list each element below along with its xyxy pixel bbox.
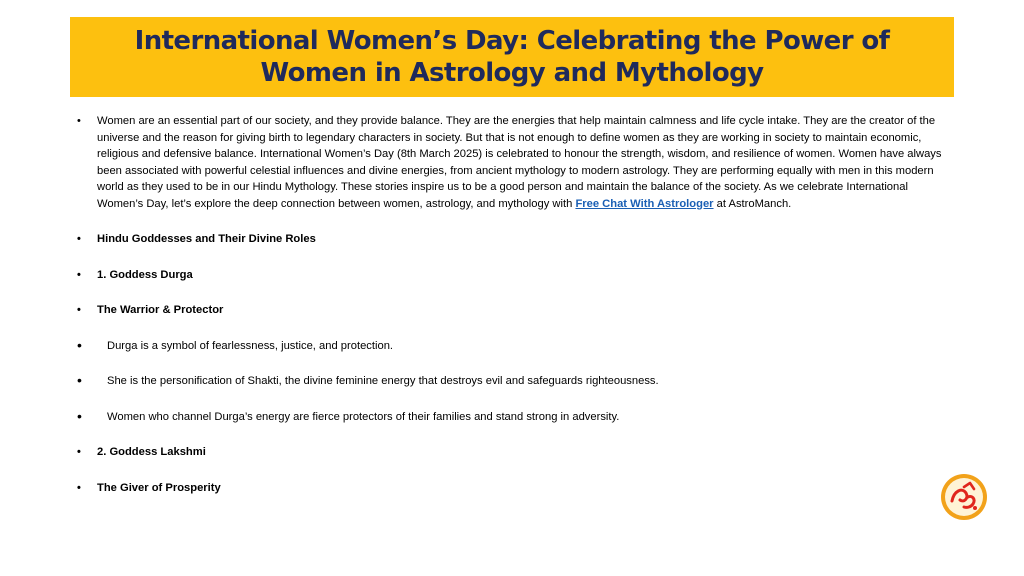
item-text: Women who channel Durga’s energy are fierce protectors of their families and stand strong in adversity. — [107, 410, 620, 423]
item-text: She is the personification of Shakti, the divine feminine energy that destroys evil and safeguards righteousness. — [107, 375, 659, 387]
list-item-durga-symbol — [75, 338, 955, 355]
intro-text: Women are an essential part of our society, and they provide balance. They are the energies that help maintain calmness and life cycle intake. They are the creator of the universe and the reason for giving birth to legendary characters in society. But that is not enough to define women as they are working in society to maintain economic, religious and defensive balance. International Women’s Day (8th March 2025) is celebrated to honour the strength, wisdom, and resilience of women. Women have always been associated with powerful celestial influences and divine energies, from ancient mythology to modern astrology. They are performing equally with men in this modern world as they used to be in our Hindu Mythology. These stories inspire us to be a good person and maintain the balance of the society. As we celebrate International Women’s Day, let’s explore the deep connection between women, astrology, and mythology with — [97, 115, 942, 210]
list-item-warrior — [75, 302, 955, 319]
list-item-intro — [75, 113, 955, 212]
item-text: 2. Goddess Lakshmi — [97, 446, 206, 458]
item-text: 1. Goddess Durga — [97, 268, 193, 281]
astromanch-logo-icon — [940, 473, 988, 521]
list-item-durga — [75, 267, 955, 284]
intro-text-end: at AstroManch. — [713, 197, 792, 210]
bullet-icon: • — [77, 407, 82, 424]
item-text: Durga is a symbol of fearlessness, justice, and protection. — [107, 339, 394, 352]
bullet-icon: • — [77, 268, 81, 281]
list-item-prosperity — [75, 480, 955, 497]
bullet-icon: • — [77, 336, 82, 353]
bullet-icon: • — [77, 115, 81, 127]
bullet-icon: • — [77, 304, 81, 316]
list-item-shakti — [75, 373, 955, 390]
free-chat-link[interactable]: Free Chat With Astrologer — [575, 197, 714, 210]
list-item-durga-energy — [75, 409, 955, 426]
bullet-icon: • — [77, 446, 81, 458]
bullet-icon: • — [77, 233, 81, 245]
list-item-lakshmi — [75, 444, 955, 461]
intro-paragraph — [97, 113, 955, 212]
bullet-icon: • — [77, 372, 82, 388]
item-text: Hindu Goddesses and Their Divine Roles — [97, 233, 316, 245]
list-item-heading — [75, 231, 955, 248]
item-text: The Warrior & Protector — [97, 304, 224, 316]
slide-content — [75, 113, 955, 515]
title-banner — [70, 17, 954, 97]
item-text: The Giver of Prosperity — [97, 481, 221, 494]
bullet-icon: • — [77, 481, 81, 494]
page-title: International Women’s Day: Celebrating the Power of Women in Astrology and Mythology — [134, 26, 890, 88]
